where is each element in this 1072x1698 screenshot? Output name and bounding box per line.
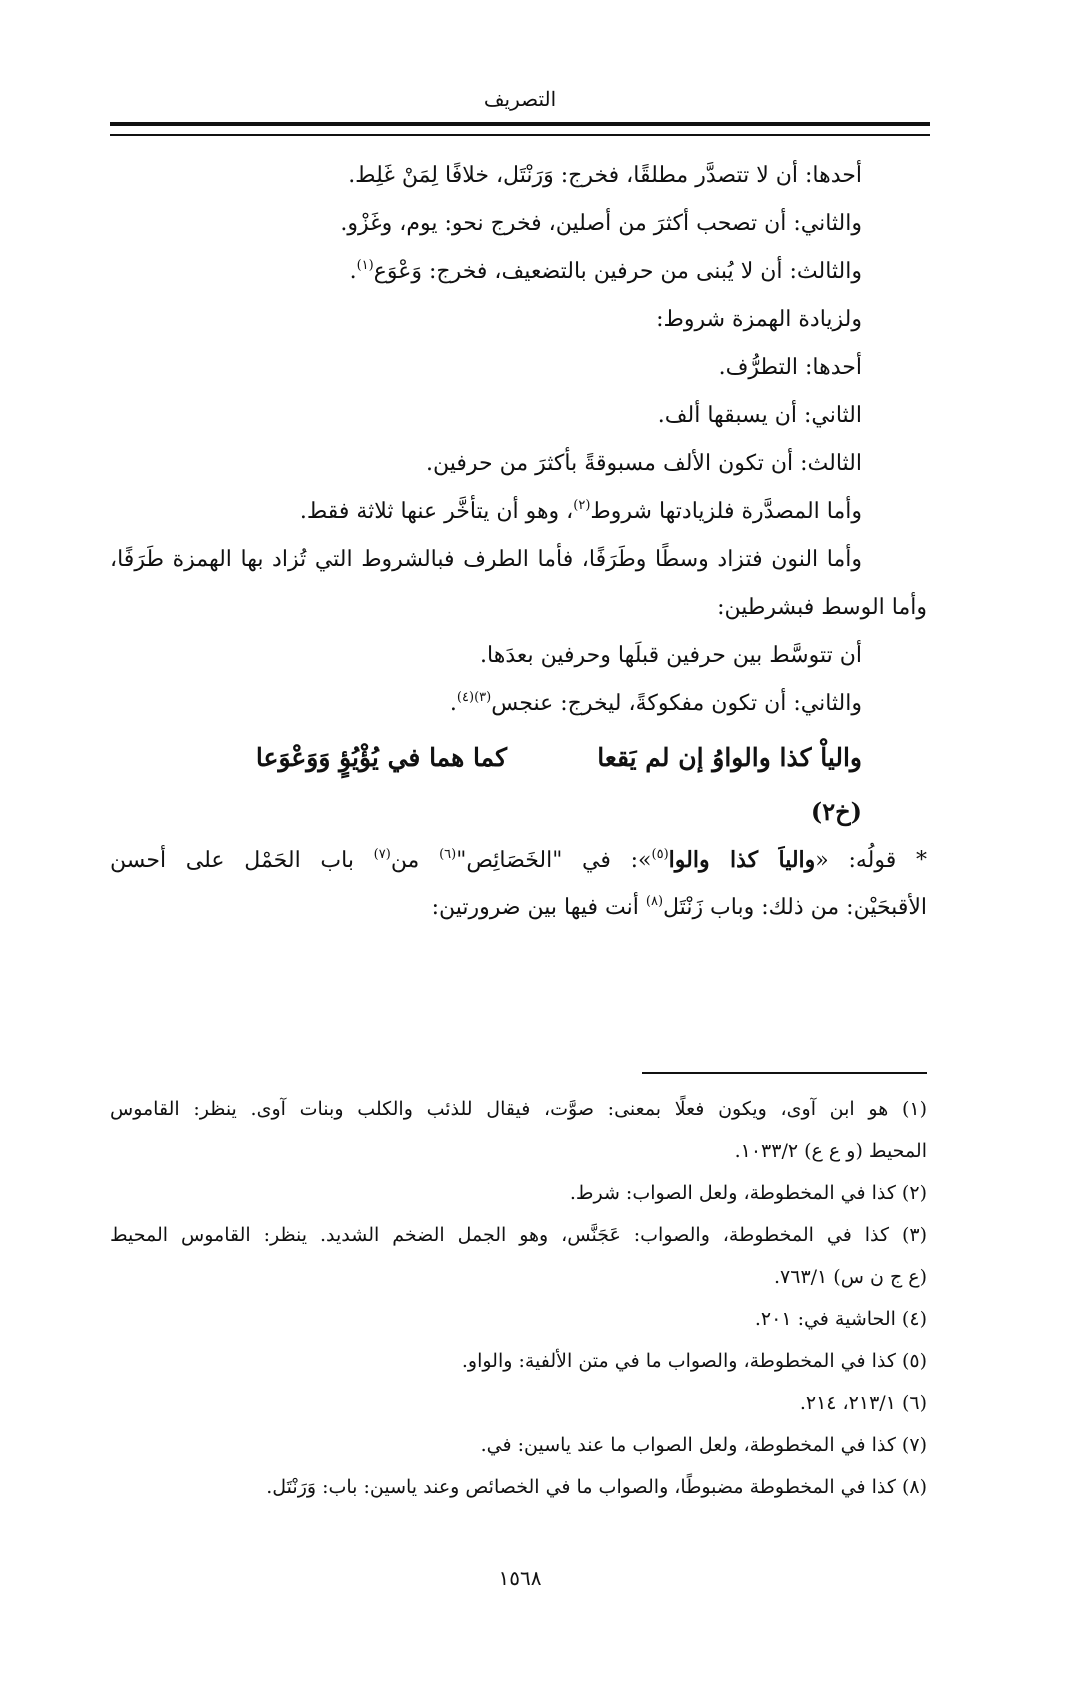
verse-hemistich-second: كما هما في يُؤْيُؤٍ وَوَعْوَعا (255, 743, 507, 772)
text-run: الأقبحَيْن: من ذلك: وباب زَنْتَل (663, 895, 927, 920)
text-line (110, 248, 927, 296)
running-title: التصريف (483, 87, 557, 111)
header-rule-thin (110, 134, 930, 136)
text-line: أن تتوسَّط بين حرفين قبلَها وحرفين بعدَها. (480, 643, 862, 668)
footnotes (110, 1088, 927, 1508)
footnote-3-continued: (ع ج ن س) ٧٦٣/١. (773, 1266, 927, 1288)
text-line: أحدها: أن لا تتصدَّر مطلقًا، فخرج: وَرَنْتَل، خلافًا لِمَنْ غَلِط. (348, 163, 862, 188)
footnote-ref[interactable]: (٢) (573, 498, 591, 513)
text-run: والثاني: أن تكون مفكوكةً، ليخرج: عنجس (491, 691, 862, 716)
text-run: . (349, 259, 357, 284)
footnote-2: (٢) كذا في المخطوطة، ولعل الصواب: شرط. (569, 1182, 927, 1204)
verse-reference: (خ٢) (810, 797, 862, 826)
text-line: الثاني: أن يسبقها ألف. (657, 403, 862, 428)
text-run: والثالث: أن لا يُبنى من حرفين بالتضعيف، فخرج: وَعْوَع (373, 259, 862, 284)
footnote-ref[interactable]: (٧) (373, 847, 391, 862)
text-run: أنت فيها بين ضرورتين: (431, 895, 646, 920)
text-line (110, 488, 927, 536)
verse-hemistich-first: والياْ كذا والواوُ إن لم يَقعا (597, 743, 862, 772)
commentary-line (110, 836, 927, 884)
main-text (110, 152, 927, 932)
text-run: ، وهو أن يتأخَّر عنها ثلاثة فقط. (299, 499, 574, 524)
footnote-5: (٥) كذا في المخطوطة، والصواب ما في متن الألفية: والواو. (461, 1350, 927, 1372)
text-run: باب الحَمْل على أحسن (110, 848, 374, 873)
text-line: ولزيادة الهمزة شروط: (656, 307, 862, 332)
text-run: من (390, 848, 440, 873)
quoted-verse: والياَ كذا والوا (668, 847, 816, 873)
footnote-separator (642, 1072, 927, 1074)
text-line: وأما النون فتزاد وسطًا وطَرَفًا، فأما الطرف فبالشروط التي تُزاد بها الهمزة طَرَفًا، (110, 547, 862, 572)
text-line: والثاني: أن تصحب أكثرَ من أصلين، فخرج نحو: يوم، وغَزْو. (340, 211, 862, 236)
footnote-ref[interactable]: (٣) (474, 690, 492, 705)
footnote-ref[interactable]: (٦) (439, 847, 457, 862)
footnote-6: (٦) ٢١٣/١، ٢١٤. (799, 1392, 927, 1414)
footnote-ref[interactable]: (٤) (456, 690, 475, 705)
text-line: أحدها: التطرُّف. (718, 355, 862, 380)
text-run: * قولُه: « (815, 848, 927, 873)
footnote-8: (٨) كذا في المخطوطة مضبوطًا، والصواب ما في الخصائص وعند ياسين: باب: وَرَنْتَل. (266, 1476, 927, 1498)
footnote-1-continued: المحيط (و ع ع) ١٠٣٣/٢. (734, 1140, 927, 1162)
text-line (110, 680, 927, 728)
text-run: »: في "الخَصَائِص" (456, 848, 652, 873)
footnote-7: (٧) كذا في المخطوطة، ولعل الصواب ما عند ياسين: في. (480, 1434, 927, 1456)
text-run: . (449, 691, 457, 716)
header-rule-thick (110, 122, 930, 126)
footnote-1: (١) هو ابن آوى، ويكون فعلًا بمعنى: صوَّت، فيقال للذئب والكلب وبنات آوى. ينظر: القاموس (110, 1098, 927, 1120)
text-line: وأما الوسط فبشرطين: (717, 595, 927, 620)
footnote-ref[interactable]: (٥) (651, 847, 669, 862)
poem-verse (110, 728, 927, 788)
footnote-4: (٤) الحاشية في: ٢٠١. (754, 1308, 927, 1330)
text-run: وأما المصدَّرة فلزيادتها شروط (590, 499, 862, 524)
footnote-3: (٣) كذا في المخطوطة، والصواب: عَجَنَّس، وهو الجمل الضخم الشديد. ينظر: القاموس المحيط (110, 1224, 927, 1246)
footnote-ref[interactable]: (٨) (645, 894, 664, 909)
footnote-ref[interactable]: (١) (356, 258, 374, 273)
page-number: ١٥٦٨ (498, 1566, 542, 1590)
commentary-line (110, 884, 927, 932)
text-line: الثالث: أن تكون الألف مسبوقةً بأكثرَ من حرفين. (426, 451, 862, 476)
